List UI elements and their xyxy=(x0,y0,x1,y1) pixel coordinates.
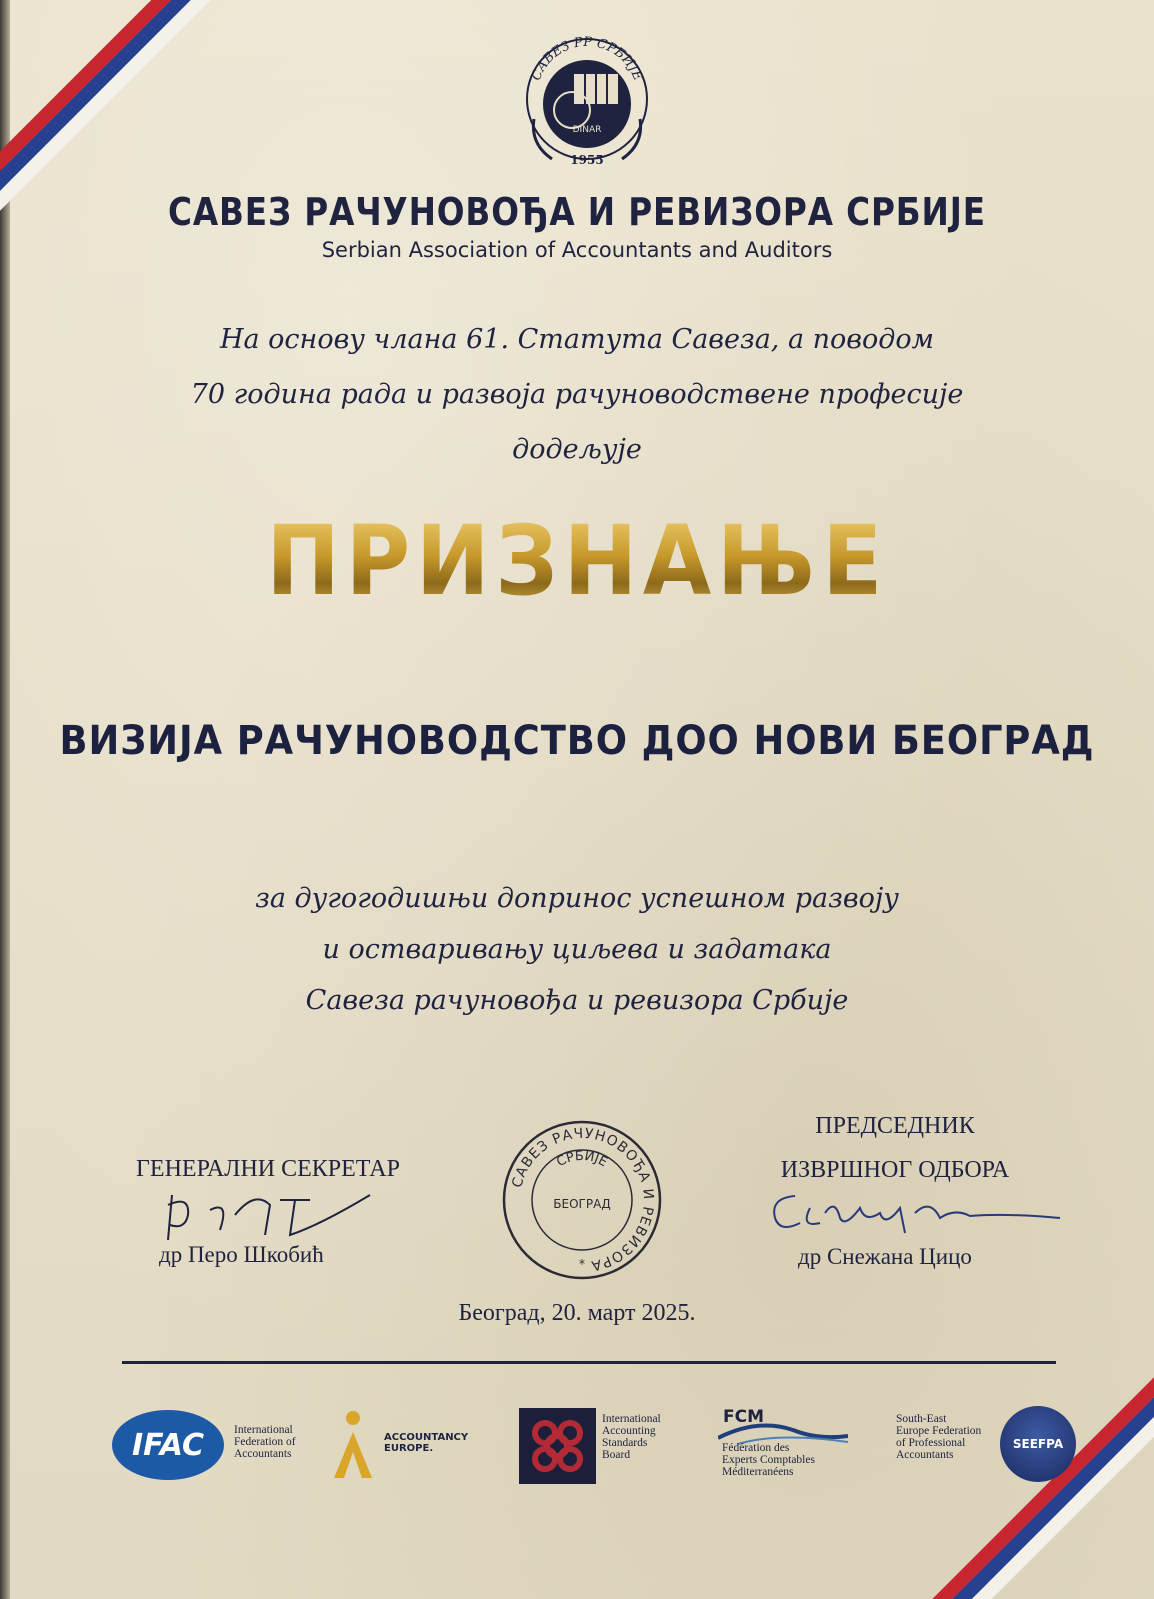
iasb-line-1: International xyxy=(602,1413,661,1425)
ifac-logo xyxy=(112,1410,224,1480)
award-reason xyxy=(0,873,1154,1026)
seefpa-logo xyxy=(1000,1406,1076,1482)
seefpa-logo-text xyxy=(896,1413,981,1461)
seal-city: БЕОГРАД xyxy=(553,1197,611,1211)
right-signatory-name: др Снежана Цицо xyxy=(798,1244,972,1269)
seal-star: * xyxy=(579,1257,585,1271)
association-emblem-logo xyxy=(512,24,662,174)
iasb-line-3: Standards xyxy=(602,1437,648,1449)
emblem-coin-text: DINAR xyxy=(572,125,602,135)
accountancy-europe-text xyxy=(384,1432,468,1454)
organization-name-cyrillic: САВЕЗ РАЧУНОВОЂА И РЕВИЗОРА СРБИЈЕ xyxy=(168,190,986,234)
ifac-badge-text: IFAC xyxy=(131,1427,205,1463)
right-signatory-title-line-2: ИЗВРШНОГ ОДБОРА xyxy=(780,1157,1010,1183)
ae-line-1: ACCOUNTANCY xyxy=(384,1432,469,1443)
emblem-arc-text: САВЕЗ РР СРБИЈЕ xyxy=(528,34,646,83)
seefpa-line-4: Accountants xyxy=(896,1449,954,1461)
fcm-line-2: Experts Comptables xyxy=(722,1454,815,1466)
reason-line-1: за дугогодишњи допринос успешном развоју xyxy=(255,883,899,914)
recipient-name: ВИЗИЈА РАЧУНОВОДСТВО ДОО НОВИ БЕОГРАД xyxy=(59,718,1095,764)
intro-line-2: 70 година рада и развоја рачуноводствене професије xyxy=(190,379,964,410)
left-handwritten-signature xyxy=(160,1185,390,1245)
ifac-logo-text xyxy=(234,1424,296,1460)
award-title: ПРИЗНАЊЕ xyxy=(46,505,1108,617)
iasb-line-2: Accounting xyxy=(602,1425,656,1437)
fcm-line-1: Fédération des xyxy=(722,1442,790,1454)
right-handwritten-signature xyxy=(765,1188,1065,1238)
footer-divider xyxy=(122,1361,1056,1364)
iasb-line-4: Board xyxy=(602,1449,631,1461)
intro-text xyxy=(0,312,1154,477)
organization-name-latin: Serbian Association of Accountants and Auditors xyxy=(321,238,833,262)
left-signatory-title: ГЕНЕРАЛНИ СЕКРЕТАР xyxy=(136,1156,400,1182)
ae-line-2: EUROPE. xyxy=(384,1443,434,1454)
ifac-line-3: Accountants xyxy=(234,1448,292,1460)
fcm-line-3: Méditerranéens xyxy=(722,1466,794,1478)
right-signatory-title xyxy=(760,1113,1030,1184)
seal-inner-text: СРБИЈЕ xyxy=(554,1148,610,1171)
iasb-pattern-icon xyxy=(519,1408,596,1484)
emblem-year: 1955 xyxy=(570,153,604,167)
fcm-logo-text xyxy=(722,1442,815,1478)
seefpa-line-1: South-East xyxy=(896,1413,947,1425)
seefpa-line-3: of Professional xyxy=(896,1437,966,1449)
ifac-line-1: International xyxy=(234,1424,293,1436)
reason-line-2: и остваривању циљева и задатака xyxy=(322,934,832,965)
seefpa-line-2: Europe Federation xyxy=(896,1425,982,1437)
right-signatory-title-line-1: ПРЕДСЕДНИК xyxy=(815,1113,975,1139)
iasb-logo xyxy=(519,1408,596,1484)
left-signatory-name: др Перо Шкобић xyxy=(159,1242,324,1267)
issue-date: Београд, 20. март 2025. xyxy=(458,1300,696,1326)
reason-line-3: Савеза рачуновођа и ревизора Србије xyxy=(305,985,849,1016)
iasb-logo-text xyxy=(602,1413,661,1461)
intro-line-3: додељује xyxy=(512,434,642,465)
seefpa-badge-text: SEEFPA xyxy=(1012,1437,1064,1451)
fcm-logo-title: FCM xyxy=(723,1407,765,1427)
accountancy-europe-logo xyxy=(330,1410,376,1480)
ifac-line-2: Federation of xyxy=(234,1436,296,1448)
seal-ring-text: САВЕЗ РАЧУНОВОЂА И РЕВИЗОРА xyxy=(509,1125,657,1274)
official-seal-stamp xyxy=(500,1118,664,1282)
intro-line-1: На основу члана 61. Статута Савеза, а поводом xyxy=(219,324,935,355)
